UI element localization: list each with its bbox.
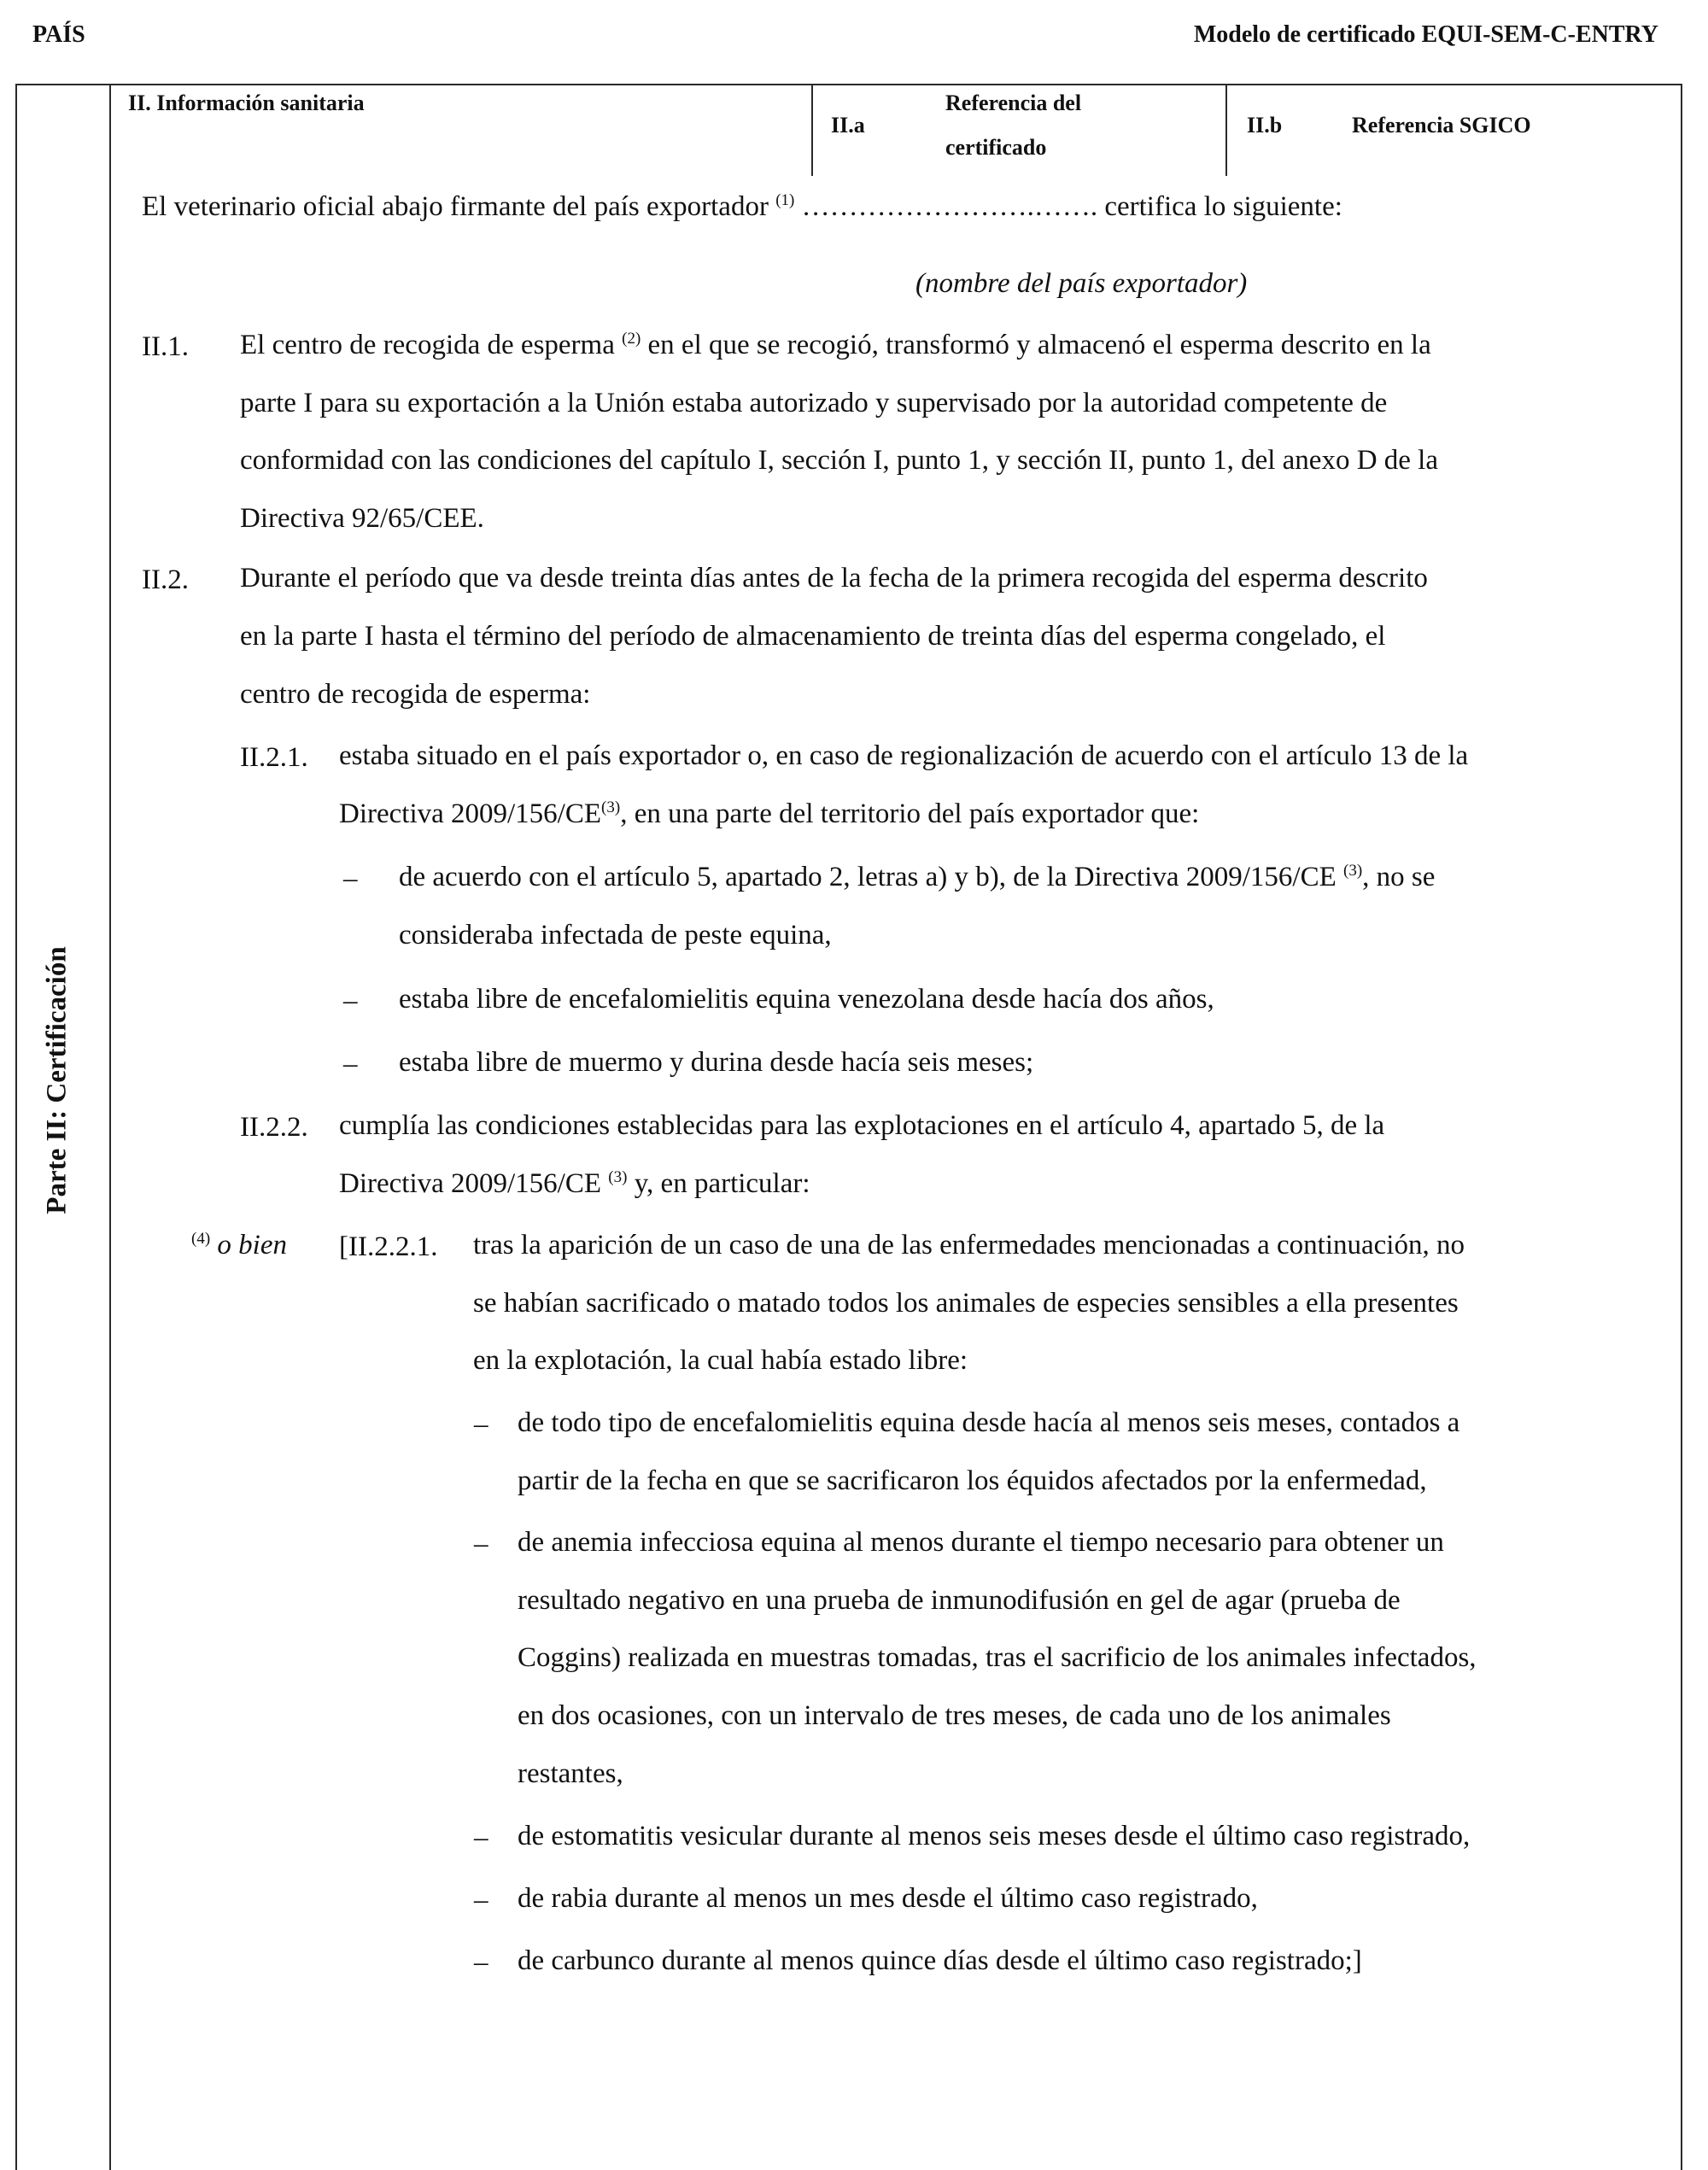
- ii2-line3: centro de recogida de esperma:: [240, 679, 591, 710]
- ii1-line2: parte I para su exportación a la Unión estaba autorizado y supervisado por la autoridad competente de: [240, 388, 1388, 418]
- frame-inner-border: [109, 84, 111, 2170]
- ii21-line1: estaba situado en el país exportador o, en caso de regionalización de acuerdo con el artículo 13 de la: [339, 740, 1469, 771]
- intro-line: [142, 193, 1342, 221]
- ii22-line1: cumplía las condiciones establecidas para las explotaciones en el artículo 4, apartado 5, de la: [339, 1110, 1385, 1141]
- ii22-line2-b: y, en particular:: [627, 1168, 810, 1199]
- iia-label-line1: Referencia del: [945, 91, 1082, 115]
- ii221-line1: tras la aparición de un caso de una de las enfermedades mencionadas a continuación, no: [473, 1230, 1465, 1260]
- ii2-number: II.2.: [142, 564, 189, 595]
- bullet-dash: –: [474, 1822, 488, 1853]
- side-label: Parte II: Certificación: [41, 946, 73, 1214]
- ii1-line3: conformidad con las condiciones del capítulo I, sección I, punto 1, y sección II, punto 1, del anexo D de la: [240, 445, 1438, 476]
- ii221-bullet2-line1: de anemia infecciosa equina al menos durante el tiempo necesario para obtener un: [518, 1527, 1444, 1558]
- bullet-dash: –: [343, 986, 358, 1016]
- ii1-line4: Directiva 92/65/CEE.: [240, 503, 484, 534]
- ii221-bullet2-line3: Coggins) realizada en muestras tomadas, tras el sacrificio de los animales infectados,: [518, 1642, 1477, 1673]
- ii22-number: II.2.2.: [240, 1112, 308, 1143]
- ii2-line2: en la parte I hasta el término del período de almacenamiento de treinta días del esperma congelado, el: [240, 621, 1386, 652]
- ii221-bullet1-line2: partir de la fecha en que se sacrificaron los équidos afectados por la enfermedad,: [518, 1465, 1427, 1496]
- footnote-ref-4: (4): [191, 1230, 211, 1248]
- frame-right-border: [1681, 84, 1682, 2170]
- ii21-bullet1-line2: consideraba infectada de peste equina,: [399, 920, 832, 950]
- ii21-bullet1-b: , no se: [1362, 862, 1436, 892]
- option-note: [191, 1231, 287, 1260]
- header-divider-1: [811, 84, 813, 176]
- footnote-ref-3a: (3): [601, 798, 621, 816]
- ii221-line2: se habían sacrificado o matado todos los animales de especies sensibles a ella presentes: [473, 1288, 1459, 1319]
- ii21-number: II.2.1.: [240, 742, 308, 773]
- footnote-ref-3c: (3): [608, 1168, 628, 1186]
- ii221-bullet4: de rabia durante al menos un mes desde el último caso registrado,: [518, 1883, 1258, 1914]
- ii1-line1-a: El centro de recogida de esperma: [240, 330, 615, 360]
- iia-label-line2: certificado: [945, 135, 1047, 160]
- ii1-line1-b: en el que se recogió, transformó y almacenó el esperma descrito en la: [647, 330, 1431, 360]
- country-label: PAÍS: [32, 21, 85, 48]
- ii22-line2-a: Directiva 2009/156/CE: [339, 1168, 602, 1199]
- country-caption: (nombre del país exportador): [915, 268, 1248, 299]
- ii21-bullet1-line1: [399, 863, 1435, 892]
- ii21-bullet2: estaba libre de encefalomielitis equina venezolana desde hacía dos años,: [399, 984, 1214, 1015]
- option-note-text: o bien: [217, 1230, 287, 1260]
- intro-text-before: El veterinario oficial abajo firmante del país exportador: [142, 191, 769, 222]
- bullet-dash: –: [474, 1947, 488, 1978]
- ii221-bullet2-line4: en dos ocasiones, con un intervalo de tres meses, de cada uno de los animales: [518, 1700, 1391, 1731]
- ii221-bullet2-line2: resultado negativo en una prueba de inmunodifusión en gel de agar (prueba de: [518, 1585, 1401, 1616]
- bullet-dash: –: [343, 1049, 358, 1079]
- ii2-line1: Durante el período que va desde treinta días antes de la fecha de la primera recogida del esperma descrito: [240, 563, 1428, 594]
- ii21-bullet1-a: de acuerdo con el artículo 5, apartado 2, letras a) y b), de la Directiva 2009/156/CE: [399, 862, 1337, 892]
- section-title: II. Información sanitaria: [128, 91, 365, 115]
- bullet-dash: –: [343, 863, 358, 894]
- ii221-line3: en la explotación, la cual había estado libre:: [473, 1345, 968, 1376]
- bullet-dash: –: [474, 1409, 488, 1440]
- bullet-dash: –: [474, 1885, 488, 1916]
- frame-left-border: [15, 84, 17, 2170]
- ii221-bullet2-line5: restantes,: [518, 1758, 623, 1789]
- bullet-dash: –: [474, 1529, 488, 1559]
- iib-code: II.b: [1247, 113, 1283, 137]
- ii1-number: II.1.: [142, 331, 189, 362]
- ii221-bullet1-line1: de todo tipo de encefalomielitis equina desde hacía al menos seis meses, contados a: [518, 1407, 1460, 1438]
- ii21-bullet3: estaba libre de muermo y durina desde hacía seis meses;: [399, 1047, 1034, 1078]
- ii22-line2: [339, 1170, 810, 1198]
- ii21-line2: [339, 800, 1199, 828]
- ii221-bullet3: de estomatitis vesicular durante al menos seis meses desde el último caso registrado,: [518, 1821, 1471, 1851]
- country-blank: …………………….…….: [801, 191, 1098, 222]
- iia-code: II.a: [831, 113, 865, 137]
- footnote-ref-1: (1): [775, 191, 795, 209]
- ii221-number: [II.2.2.1.: [339, 1231, 438, 1262]
- header-divider-2: [1225, 84, 1227, 176]
- footnote-ref-2: (2): [622, 330, 641, 348]
- ii21-line2-b: , en una parte del territorio del país exportador que:: [620, 798, 1200, 829]
- ii221-bullet5: de carbunco durante al menos quince días desde el último caso registrado;]: [518, 1945, 1362, 1976]
- ii1-line1: [240, 331, 1431, 360]
- frame-top-border: [15, 84, 1682, 85]
- certificate-model: Modelo de certificado EQUI-SEM-C-ENTRY: [1193, 21, 1658, 48]
- footnote-ref-3b: (3): [1343, 862, 1363, 880]
- ii21-line2-a: Directiva 2009/156/CE: [339, 798, 602, 829]
- iib-label: Referencia SGICO: [1352, 113, 1531, 137]
- intro-text-after: certifica lo siguiente:: [1104, 191, 1342, 222]
